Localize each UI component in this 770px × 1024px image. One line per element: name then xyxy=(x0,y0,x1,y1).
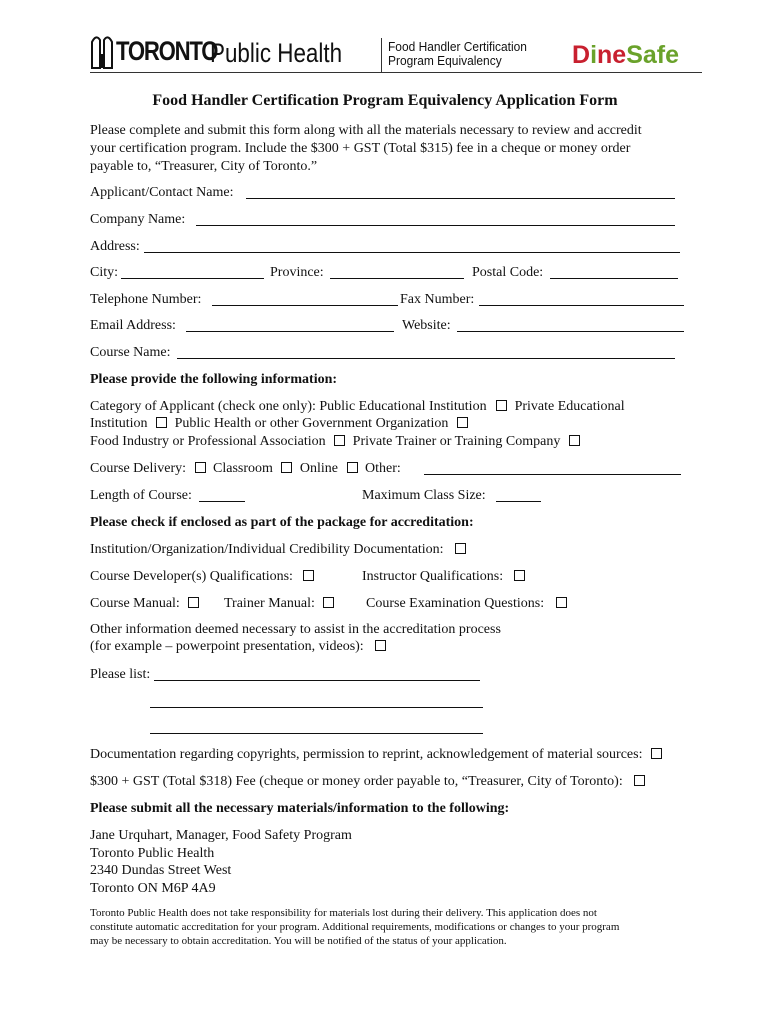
category-label: Category of Applicant (check one only): xyxy=(90,399,316,414)
private-edu-checkbox[interactable] xyxy=(156,417,167,428)
other-info-line-1: Other information deemed necessary to assist in the accreditation process xyxy=(90,622,501,637)
other-info-line-2: (for example – powerpoint presentation, videos): xyxy=(90,639,364,654)
telephone-field[interactable] xyxy=(212,305,398,306)
public-health-checkbox[interactable] xyxy=(457,417,468,428)
program-label-1: Food Handler Certification xyxy=(388,39,527,54)
applicant-field[interactable] xyxy=(246,198,675,199)
disclaimer-line-2: constitute automatic accreditation for your program. Additional requirements, modifications or changes to your program xyxy=(90,921,620,933)
disclaimer-line-3: may be necessary to obtain accreditation. You will be notified of the status of your application. xyxy=(90,935,507,947)
delivery-label: Course Delivery: xyxy=(90,461,187,476)
toronto-logo xyxy=(90,30,370,74)
trainer-manual-row xyxy=(224,595,334,613)
telephone-label: Telephone Number: xyxy=(90,292,202,307)
intro-line-2: your certification program. Include the $300 + GST (Total $315) fee in a cheque or money order xyxy=(90,141,631,156)
toronto-wordmark: TORONTO xyxy=(116,36,218,66)
header-divider xyxy=(381,38,382,72)
please-list-label: Please list: xyxy=(90,667,151,682)
program-label-2: Program Equivalency xyxy=(388,53,502,68)
postal-code-label: Postal Code: xyxy=(472,265,544,280)
max-class-label: Maximum Class Size: xyxy=(362,488,486,503)
dinesafe-logo xyxy=(572,40,679,70)
disclaimer-line-1: Toronto Public Health does not take responsibility for materials lost during their delivery. This application does not xyxy=(90,907,597,919)
page-title: Food Handler Certification Program Equivalency Application Form xyxy=(152,92,618,109)
fax-label: Fax Number: xyxy=(400,292,475,307)
dev-qual-label: Course Developer(s) Qualifications: xyxy=(90,569,293,584)
delivery-row xyxy=(90,460,401,478)
private-edu-label-1: Private Educational xyxy=(514,399,625,414)
credibility-label: Institution/Organization/Individual Credibility Documentation: xyxy=(90,542,444,557)
online-checkbox[interactable] xyxy=(281,462,292,473)
trainer-manual-label: Trainer Manual: xyxy=(224,596,315,611)
intro-line-3: payable to, “Treasurer, City of Toronto.” xyxy=(90,159,318,174)
credibility-row xyxy=(90,541,466,559)
food-industry-checkbox[interactable] xyxy=(334,435,345,446)
instr-qual-row xyxy=(362,568,525,586)
category-row-3 xyxy=(90,433,580,451)
province-field[interactable] xyxy=(330,278,464,279)
intro-line-1: Please complete and submit this form along with all the materials necessary to review and accredit xyxy=(90,123,642,138)
city-field[interactable] xyxy=(121,278,264,279)
dinesafe-ne: ne xyxy=(597,41,627,69)
city-label: City: xyxy=(90,265,119,280)
postal-code-field[interactable] xyxy=(550,278,678,279)
online-label: Online xyxy=(299,461,339,476)
other-info-checkbox[interactable] xyxy=(375,640,386,651)
public-health-wordmark: Public Health xyxy=(210,38,343,68)
other-label: Other: xyxy=(365,461,401,476)
header-rule xyxy=(90,72,702,73)
address-label: Address: xyxy=(90,239,140,254)
length-label: Length of Course: xyxy=(90,488,192,503)
public-edu-label: Public Educational Institution xyxy=(319,399,487,414)
copyright-checkbox[interactable] xyxy=(651,748,662,759)
other-checkbox[interactable] xyxy=(347,462,358,473)
instr-qual-checkbox[interactable] xyxy=(514,570,525,581)
enclosed-heading: Please check if enclosed as part of the package for accreditation: xyxy=(90,515,474,530)
province-label: Province: xyxy=(270,265,324,280)
email-field[interactable] xyxy=(186,331,394,332)
other-field[interactable] xyxy=(424,474,681,475)
course-manual-row xyxy=(90,595,199,613)
credibility-checkbox[interactable] xyxy=(455,543,466,554)
trainer-manual-checkbox[interactable] xyxy=(323,597,334,608)
applicant-label: Applicant/Contact Name: xyxy=(90,185,234,200)
public-edu-checkbox[interactable] xyxy=(496,400,507,411)
please-list-field-3[interactable] xyxy=(150,733,483,734)
course-manual-label: Course Manual: xyxy=(90,596,180,611)
fee-row xyxy=(90,773,645,791)
dev-qual-row xyxy=(90,568,314,586)
submit-org: Toronto Public Health xyxy=(90,846,215,861)
fax-field[interactable] xyxy=(479,305,684,306)
course-name-field[interactable] xyxy=(177,358,675,359)
fee-checkbox[interactable] xyxy=(634,775,645,786)
private-trainer-checkbox[interactable] xyxy=(569,435,580,446)
submit-city: Toronto ON M6P 4A9 xyxy=(90,881,216,896)
private-edu-label-2: Institution xyxy=(90,416,148,431)
dinesafe-safe: Safe xyxy=(626,41,680,69)
address-field[interactable] xyxy=(144,252,680,253)
copyright-row xyxy=(90,746,662,764)
website-label: Website: xyxy=(402,318,451,333)
category-row-2 xyxy=(90,415,468,433)
category-row-1 xyxy=(90,398,625,416)
provide-heading: Please provide the following information: xyxy=(90,372,338,387)
exam-questions-label: Course Examination Questions: xyxy=(366,596,545,611)
please-list-field-2[interactable] xyxy=(150,707,483,708)
max-class-field[interactable] xyxy=(496,501,541,502)
classroom-checkbox[interactable] xyxy=(195,462,206,473)
instr-qual-label: Instructor Qualifications: xyxy=(362,569,504,584)
fork-icon: i xyxy=(590,41,598,69)
city-hall-icon xyxy=(90,32,114,70)
fee-label: $300 + GST (Total $318) Fee (cheque or money order payable to, “Treasurer, City of Toronto): xyxy=(90,774,623,789)
length-field[interactable] xyxy=(199,501,245,502)
course-manual-checkbox[interactable] xyxy=(188,597,199,608)
exam-questions-checkbox[interactable] xyxy=(556,597,567,608)
exam-questions-row xyxy=(366,595,567,613)
classroom-label: Classroom xyxy=(213,461,273,476)
private-trainer-label: Private Trainer or Training Company xyxy=(352,434,561,449)
dev-qual-checkbox[interactable] xyxy=(303,570,314,581)
copyright-label: Documentation regarding copyrights, permission to reprint, acknowledgement of material sources: xyxy=(90,747,643,762)
other-info-row-2 xyxy=(90,638,386,656)
company-label: Company Name: xyxy=(90,212,186,227)
submit-name: Jane Urquhart, Manager, Food Safety Program xyxy=(90,828,352,843)
please-list-field-1[interactable] xyxy=(154,680,480,681)
food-industry-label: Food Industry or Professional Association xyxy=(90,434,326,449)
public-health-label: Public Health or other Government Organization xyxy=(174,416,449,431)
website-field[interactable] xyxy=(457,331,684,332)
dinesafe-d: D xyxy=(572,41,591,69)
submit-heading: Please submit all the necessary materials/information to the following: xyxy=(90,801,510,816)
course-name-label: Course Name: xyxy=(90,345,171,360)
email-label: Email Address: xyxy=(90,318,176,333)
company-field[interactable] xyxy=(196,225,675,226)
submit-street: 2340 Dundas Street West xyxy=(90,863,232,878)
